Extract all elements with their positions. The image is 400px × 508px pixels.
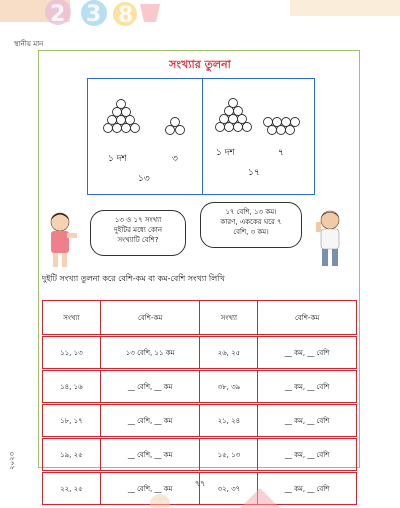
- number-pair-cell: ১১, ১৩: [43, 337, 101, 369]
- page-number: ৭৭: [194, 479, 206, 488]
- number-right: ১৭: [248, 168, 260, 178]
- bubble-line: ১৩ ও ১৭ সংখ্যা: [114, 216, 162, 224]
- girl-speech-bubble: [90, 210, 186, 256]
- table-row: [43, 405, 357, 437]
- top-decor-banner: [0, 0, 400, 36]
- one-counters-left: [166, 118, 185, 135]
- number-pair-cell: ৩৮, ৩৯: [200, 371, 258, 403]
- number-pair-cell: ১৫, ১৩: [200, 439, 258, 471]
- decor-number: 3: [86, 2, 102, 27]
- bubble-line: ১৭ বেশি, ১৩ কম।: [225, 208, 277, 216]
- number-pair-cell: ১৪, ১৬: [43, 371, 101, 403]
- number-pair-cell: ১৮, ১৭: [43, 405, 101, 437]
- counter-illustration: [88, 79, 316, 196]
- bubble-line: বেশি, ৩ কম।: [233, 228, 269, 236]
- number-pair-cell: ২৬, ২৫: [200, 337, 258, 369]
- table-row: [43, 337, 357, 369]
- answer-cell[interactable]: __ বেশি, __ কম: [100, 439, 200, 471]
- answer-cell[interactable]: __ বেশি, __ কম: [100, 473, 200, 505]
- decor-number: 2: [50, 2, 66, 27]
- number-left: ১৩: [138, 174, 150, 184]
- header-more-less-1: বেশি-কম: [100, 301, 200, 335]
- number-pair-cell: ২১, ২৪: [200, 405, 258, 437]
- one-counters-right: [264, 118, 300, 135]
- ten-counters-left: [104, 100, 140, 133]
- bottom-decor: [120, 484, 320, 508]
- section-title: সংখ্যার তুলনা: [169, 58, 231, 71]
- number-pair-cell: ৩২, ৩৭: [200, 473, 258, 505]
- answer-cell[interactable]: __ কম, __ বেশি: [258, 337, 357, 369]
- boy-speech-bubble: [200, 202, 302, 248]
- number-pair-cell: ১৯, ২৫: [43, 439, 101, 471]
- answer-cell[interactable]: __ কম, __ বেশি: [258, 439, 357, 471]
- ones-label-right: ৭: [278, 148, 284, 158]
- ten-counters-right: [216, 99, 252, 132]
- bubble-line: দুইটির মধ্যে কোন: [113, 226, 163, 234]
- bubble-line: কারণ, এককের ঘরে ৭: [220, 218, 282, 226]
- header-number-2: সংখ্যা: [200, 301, 258, 335]
- bubble-line: সংখ্যাটি বেশি?: [117, 236, 159, 244]
- answer-cell[interactable]: __ কম, __ বেশি: [258, 371, 357, 403]
- header-more-less-2: বেশি-কম: [258, 301, 357, 335]
- tens-label-left: ১ দশ: [108, 154, 127, 164]
- table-header-row: [43, 301, 357, 335]
- table-row: [43, 439, 357, 471]
- answer-cell[interactable]: __ বেশি, __ কম: [100, 371, 200, 403]
- tens-label-right: ১ দশ: [216, 148, 235, 158]
- answer-cell[interactable]: __ কম, __ বেশি: [258, 405, 357, 437]
- chapter-title: স্থানীয় মান: [14, 40, 44, 48]
- boy-illustration: [308, 206, 352, 268]
- answer-cell[interactable]: __ কম, __ বেশি: [258, 473, 357, 505]
- instruction-text: দুইটি সংখ্যা তুলনা করে বেশি-কম বা কম-বেশি সংখ্যা লিখি: [42, 274, 225, 283]
- number-pair-cell: ২২, ২৫: [43, 473, 101, 505]
- header-number-1: সংখ্যা: [43, 301, 101, 335]
- answer-cell[interactable]: ১৩ বেশি, ১১ কম: [100, 337, 200, 369]
- girl-illustration: [40, 208, 84, 268]
- ones-label-left: ৩: [172, 154, 178, 164]
- table-row: [43, 371, 357, 403]
- comparison-table: [42, 300, 357, 505]
- answer-cell[interactable]: __ বেশি, __ কম: [100, 405, 200, 437]
- comparison-box: [87, 78, 315, 195]
- edition-year: ২০২৩: [8, 451, 16, 470]
- decor-number: 8: [118, 3, 134, 28]
